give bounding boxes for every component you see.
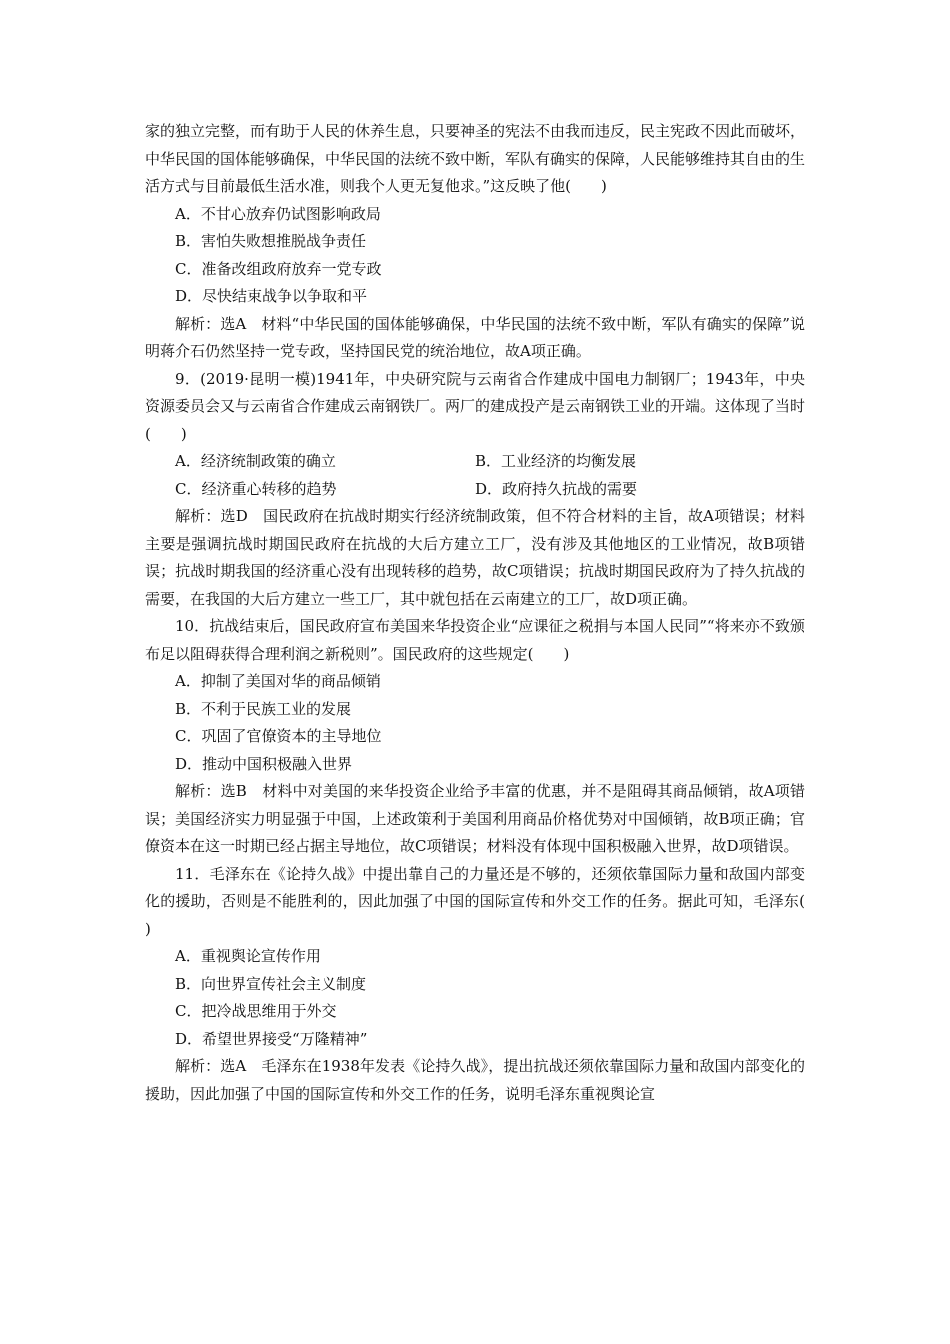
q8-option-d: D．尽快结束战争以争取和平 [175, 287, 368, 305]
q10-option-c: C．巩固了官僚资本的主导地位 [175, 727, 382, 745]
q11-option-a: A．重视舆论宣传作用 [175, 947, 321, 965]
q10-option-b: B．不利于民族工业的发展 [175, 699, 352, 718]
q9-options-row-1 [145, 448, 805, 476]
document-page [145, 118, 836, 1108]
q10-option-d: D．推动中国积极融入世界 [175, 754, 353, 773]
q11-stem: 11．毛泽东在《论持久战》中提出靠自己的力量还是不够的，还须依靠国际力量和敌国内部变化的援助，否则是不能胜利的，因此加强了中国的国际宣传和外交工作的任务。据此可知，毛泽东( ) [145, 864, 836, 938]
q9-option-a: A．经济统制政策的确立 [175, 452, 336, 470]
q11-option-c: C．把冷战思维用于外交 [175, 1002, 337, 1020]
q8-option-c: C．准备改组政府放弃一党专政 [175, 259, 382, 278]
q8-option-b: B．害怕失败想推脱战争责任 [175, 232, 367, 250]
q8-stem-continuation: 家的独立完整，而有助于人民的休养生息，只要神圣的宪法不由我而违反，民主宪政不因此而破坏，中华民国的国体能够确保，中华民国的法统不致中断，军队有确实的保障，人民能够维持其自由的生活方式与目前最低生活水准，则我个人更无复他求。”这反映了他( ) [145, 122, 806, 195]
q8-analysis: 解析：选A 材料“中华民国的国体能够确保，中华民国的法统不致中断，军队有确实的保障”说明蒋介石仍然坚持一党专政，坚持国民党的统治地位，故A项正确。 [145, 314, 805, 360]
q9-option-c: C．经济重心转移的趋势 [175, 479, 337, 498]
q9-stem: 9．(2019·昆明一模)1941年，中央研究院与云南省合作建成中国电力制钢厂；1943年，中央资源委员会又与云南省合作建成云南钢铁厂。两厂的建成投产是云南钢铁工业的开端。这体现了当时( ) [145, 369, 806, 443]
q10-stem: 10．抗战结束后，国民政府宣布美国来华投资企业“应课征之税捐与本国人民同”“将来亦不致颁布足以阻碍获得合理利润之新税则”。国民政府的这些规定( ) [145, 617, 805, 663]
q11-option-d: D．希望世界接受“万隆精神” [175, 1029, 368, 1048]
q11-analysis: 解析：选A 毛泽东在1938年发表《论持久战》，提出抗战还须依靠国际力量和敌国内部变化的援助，因此加强了中国的国际宣传和外交工作的任务，说明毛泽东重视舆论宣 [145, 1057, 805, 1103]
q10-analysis: 解析：选B 材料中对美国的来华投资企业给予丰富的优惠，并不是阻碍其商品倾销，故A项错误；美国经济实力明显强于中国，上述政策利于美国利用商品价格优势对中国倾销，故B项正确；官僚资本在这一时期已经占据主导地位，故C项错误；材料没有体现中国积极融入世界，故D项错误。 [145, 782, 805, 855]
q9-analysis: 解析：选D 国民政府在抗战时期实行经济统制政策，但不符合材料的主旨，故A项错误；材料主要是强调抗战时期国民政府在抗战的大后方建立工厂，没有涉及其他地区的工业情况，故B项错误；抗战时期我国的经济重心没有出现转移的趋势，故C项错误；抗战时期国民政府为了持久抗战的需要，在我国的大后方建立一些工厂，其中就包括在云南建立的工厂，故D项正确。 [145, 507, 805, 608]
q9-option-b: B．工业经济的均衡发展 [475, 452, 637, 470]
q8-option-a: A．不甘心放弃仍试图影响政局 [175, 204, 381, 223]
q11-option-b: B．向世界宣传社会主义制度 [175, 974, 367, 993]
q10-option-a: A．抑制了美国对华的商品倾销 [175, 672, 381, 690]
q9-option-d: D．政府持久抗战的需要 [475, 479, 638, 498]
q9-options-row-2 [145, 476, 805, 504]
